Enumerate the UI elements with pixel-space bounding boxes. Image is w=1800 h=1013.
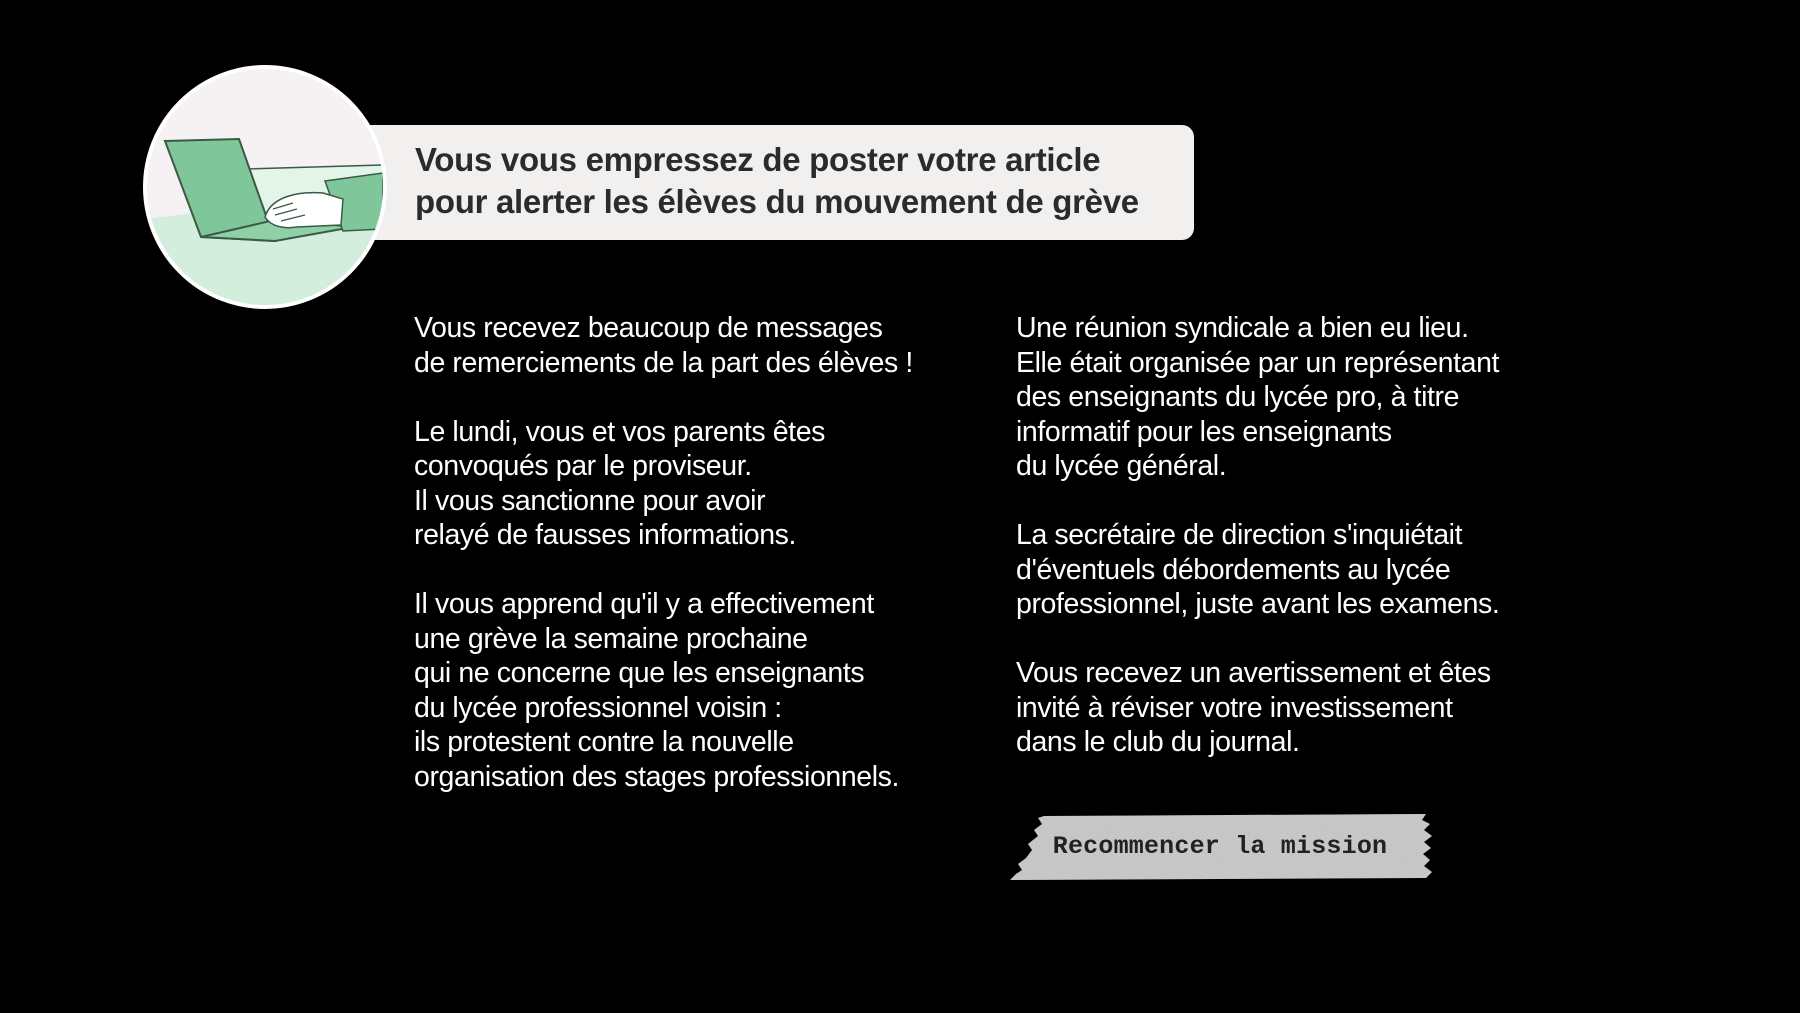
laptop-typing-icon [147, 69, 383, 305]
story-line: Il vous sanctionne pour avoir [414, 484, 766, 517]
title-line-1: Vous vous empressez de poster votre article [415, 141, 1101, 178]
restart-button-label: Recommencer la mission [1052, 832, 1388, 861]
story-line: Le lundi, vous et vos parents êtes [414, 415, 825, 448]
story-line: relayé de fausses informations. [414, 519, 797, 551]
story-line: informatif pour les enseignants [1016, 415, 1392, 448]
story-line: Une réunion syndicale a bien eu lieu. [1016, 312, 1469, 344]
story-paragraph [414, 311, 934, 380]
story-line: Il vous apprend qu'il y a effectivement [414, 588, 874, 620]
story-paragraph [1016, 518, 1576, 622]
story-line: organisation des stages professionnels. [414, 760, 900, 793]
story-line: Vous recevez beaucoup de messages [414, 312, 883, 344]
story-line: professionnel, juste avant les examens. [1016, 588, 1500, 620]
story-line: de remerciements de la part des élèves ! [414, 346, 913, 379]
title-line-2: pour alerter les élèves du mouvement de grève [415, 183, 1139, 220]
story-line: La secrétaire de direction s'inquiétait [1016, 519, 1463, 551]
story-line: ils protestent contre la nouvelle [414, 726, 794, 758]
story-right-column [1016, 311, 1576, 794]
story-line: dans le club du journal. [1016, 726, 1300, 758]
title-banner [355, 125, 1194, 240]
story-paragraph [1016, 311, 1576, 484]
story-line: du lycée professionnel voisin : [414, 691, 782, 724]
story-line: qui ne concerne que les enseignants [414, 657, 865, 689]
story-line: convoqués par le proviseur. [414, 450, 752, 482]
story-line: invité à réviser votre investissement [1016, 691, 1453, 724]
story-line: Vous recevez un avertissement et êtes [1016, 657, 1491, 689]
story-line: Elle était organisée par un représentant [1016, 346, 1500, 379]
illustration-circle [143, 65, 387, 309]
story-line: du lycée général. [1016, 450, 1227, 482]
story-line: une grève la semaine prochaine [414, 622, 808, 655]
story-paragraph [414, 587, 934, 794]
restart-mission-button[interactable] [1006, 814, 1434, 880]
story-line: d'éventuels débordements au lycée [1016, 553, 1451, 586]
story-left-column [414, 311, 934, 829]
story-paragraph [414, 415, 934, 553]
story-paragraph [1016, 656, 1576, 760]
story-line: des enseignants du lycée pro, à titre [1016, 381, 1460, 413]
